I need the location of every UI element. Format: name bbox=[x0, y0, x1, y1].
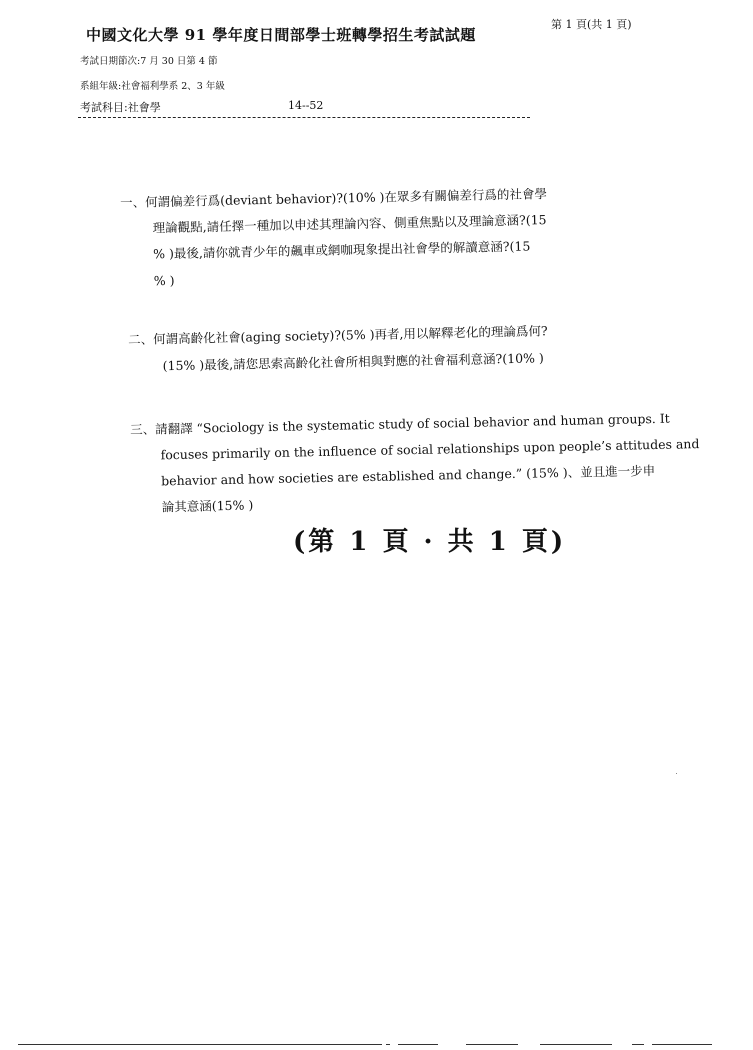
scan-edge-line bbox=[18, 1044, 382, 1045]
question-3-line: 三、請翻譯 “Sociology is the systematic study of social behavior and human groups. It bbox=[129, 410, 670, 437]
question-2-line: 二、何謂高齡化社會(aging society)?(5% )再者,用以解釋老化的理論爲何? bbox=[127, 323, 548, 347]
question-1-line: 理論觀點,請任擇一種加以申述其理論內容、側重焦點以及理論意涵?(15 bbox=[152, 212, 547, 236]
exam-code: 14--52 bbox=[288, 99, 324, 112]
scan-edge-line bbox=[398, 1044, 438, 1045]
scan-edge-line bbox=[540, 1044, 612, 1045]
exam-time: 考試日期節次:7 月 30 日第 4 節 bbox=[80, 56, 218, 67]
scan-speck bbox=[676, 773, 677, 774]
scan-edge-line bbox=[632, 1044, 644, 1045]
scan-edge-line bbox=[466, 1044, 518, 1045]
scan-edge-line bbox=[386, 1044, 390, 1045]
question-3-line: 論其意涵(15% ) bbox=[161, 497, 254, 515]
department-line: 系組年級:社會福利學系 2、3 年級 bbox=[80, 81, 225, 92]
exam-subject: 考試科目:社會學 bbox=[80, 101, 161, 114]
question-2-line: (15% )最後,請您思索高齡化社會所相與對應的社會福利意涵?(10% ) bbox=[162, 350, 544, 374]
header-divider bbox=[78, 117, 530, 118]
scan-edge-line bbox=[652, 1044, 712, 1045]
exam-title: 中國文化大學 91 學年度日間部學士班轉學招生考試試題 bbox=[86, 26, 476, 44]
page-footer: (第 1 頁 · 共 1 頁) bbox=[293, 527, 567, 557]
question-1-line: % ) bbox=[153, 272, 175, 289]
question-1-line: 一、何謂偏差行爲(deviant behavior)?(10% )在眾多有關偏差行爲的社會學 bbox=[119, 186, 548, 210]
question-3-line: focuses primarily on the influence of social relationships upon people’s attitudes and bbox=[160, 436, 700, 463]
page-indicator: 第 1 頁(共 1 頁) bbox=[551, 18, 632, 31]
question-3-line: behavior and how societies are established and change.” (15% )、並且進一步申 bbox=[161, 463, 656, 489]
question-1-line: % )最後,請你就青少年的飆車或網咖現象提出社會學的解讀意涵?(15 bbox=[153, 238, 531, 262]
